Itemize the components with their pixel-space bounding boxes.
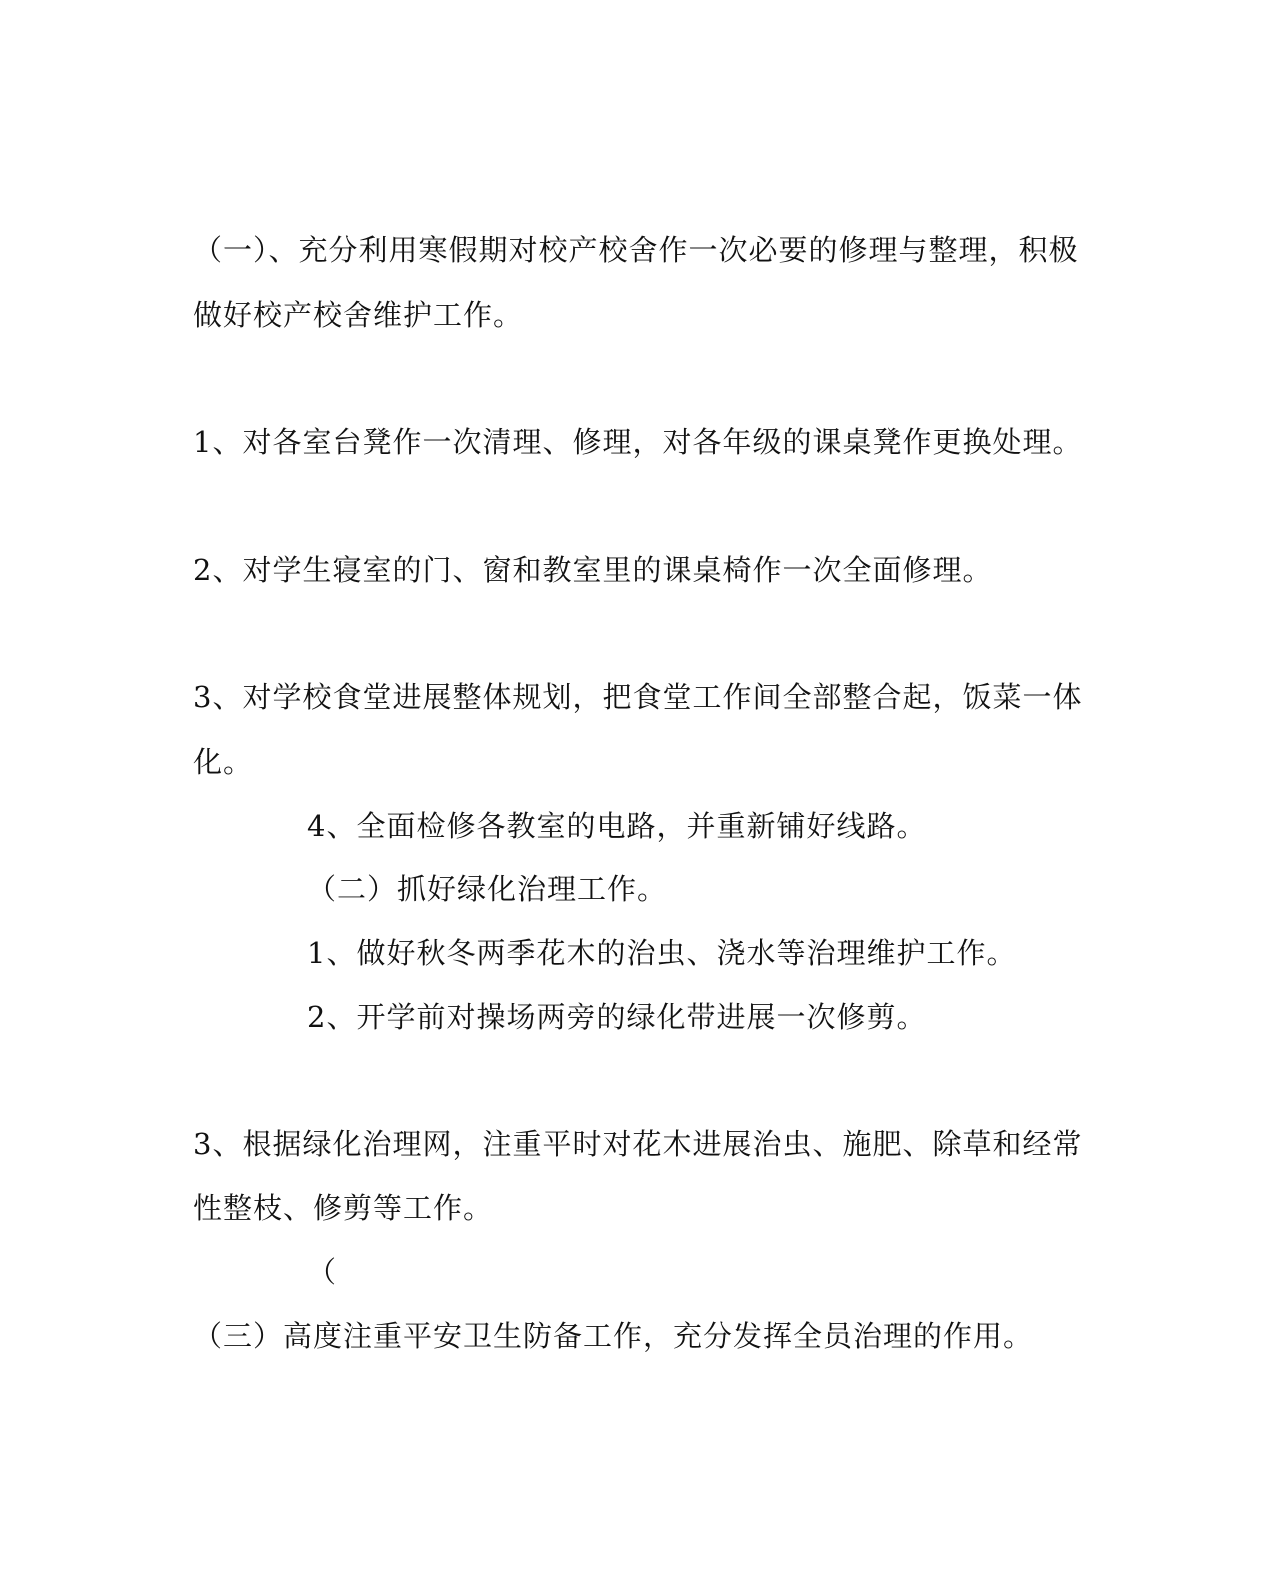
section3-heading: （三）高度注重平安卫生防备工作，充分发挥全员治理的作用。: [193, 1319, 1034, 1353]
section2-item3-line1: 3、根据绿化治理网，注重平时对花木进展治虫、施肥、除草和经常: [193, 1127, 1083, 1161]
section1-item3-line2: 化。: [193, 745, 254, 779]
section2-item2: 2、开学前对操场两旁的绿化带进展一次修剪。: [307, 1000, 927, 1034]
section1-item3-line1: 3、对学校食堂进展整体规划，把食堂工作间全部整合起，饭菜一体: [193, 680, 1083, 714]
section2-heading: （二）抓好绿化治理工作。: [307, 872, 668, 906]
section1-heading-line1: （一）、充分利用寒假期对校产校舍作一次必要的修理与整理，积极: [193, 233, 1079, 267]
section1-item2: 2、对学生寝室的门、窗和教室里的课桌椅作一次全面修理。: [193, 553, 993, 587]
section1-item4: 4、全面检修各教室的电路，并重新铺好线路。: [307, 809, 927, 843]
section1-item1: 1、对各室台凳作一次清理、修理，对各年级的课桌凳作更换处理。: [193, 425, 1083, 459]
section2-item3-line2: 性整枝、修剪等工作。: [193, 1191, 494, 1225]
section1-heading-line2: 做好校产校舍维护工作。: [193, 298, 524, 332]
section2-item1: 1、做好秋冬两季花木的治虫、浇水等治理维护工作。: [307, 936, 1017, 970]
stray-parenthesis: （: [307, 1255, 338, 1289]
